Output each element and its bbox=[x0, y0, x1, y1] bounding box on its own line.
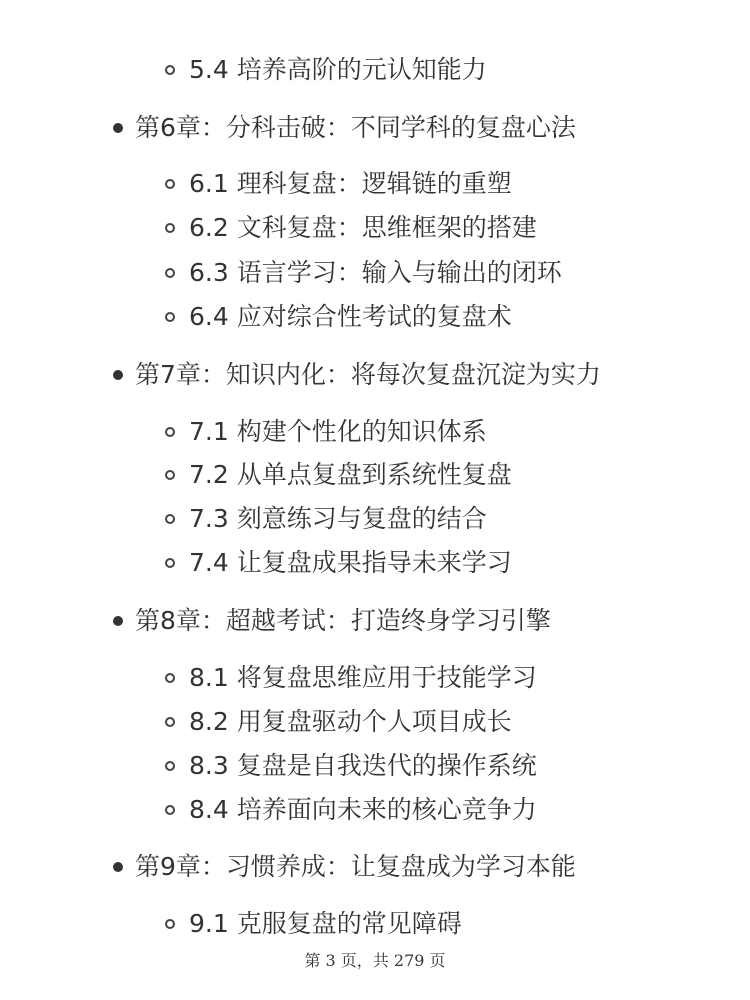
toc-chapter-label: 第7章：知识内化：将每次复盘沉淀为实力 bbox=[135, 360, 601, 389]
toc-section-label: 6.4 应对综合性考试的复盘术 bbox=[189, 302, 512, 331]
toc-section-label: 7.3 刻意练习与复盘的结合 bbox=[189, 504, 487, 533]
hollow-bullet-icon bbox=[165, 312, 175, 322]
toc-section-label: 8.3 复盘是自我迭代的操作系统 bbox=[189, 751, 537, 780]
toc-section-label: 5.4 培养高阶的元认知能力 bbox=[189, 55, 487, 84]
hollow-bullet-icon bbox=[165, 805, 175, 815]
filled-bullet-icon bbox=[113, 370, 123, 380]
hollow-bullet-icon bbox=[165, 223, 175, 233]
toc-chapter-label: 第6章：分科击破：不同学科的复盘心法 bbox=[135, 113, 576, 142]
toc-section-label: 6.3 语言学习：输入与输出的闭环 bbox=[189, 258, 562, 287]
toc-section-label: 7.4 让复盘成果指导未来学习 bbox=[189, 548, 512, 577]
hollow-bullet-icon bbox=[165, 179, 175, 189]
hollow-bullet-icon bbox=[165, 761, 175, 771]
toc-section-label: 8.2 用复盘驱动个人项目成长 bbox=[189, 707, 512, 736]
hollow-bullet-icon bbox=[165, 919, 175, 929]
toc-section-label: 8.4 培养面向未来的核心竞争力 bbox=[189, 795, 537, 824]
hollow-bullet-icon bbox=[165, 427, 175, 437]
hollow-bullet-icon bbox=[165, 268, 175, 278]
hollow-bullet-icon bbox=[165, 514, 175, 524]
hollow-bullet-icon bbox=[165, 673, 175, 683]
toc-section-label: 7.2 从单点复盘到系统性复盘 bbox=[189, 460, 512, 489]
filled-bullet-icon bbox=[113, 616, 123, 626]
toc-section-label: 7.1 构建个性化的知识体系 bbox=[189, 417, 487, 446]
toc-chapter-label: 第9章：习惯养成：让复盘成为学习本能 bbox=[135, 852, 576, 881]
hollow-bullet-icon bbox=[165, 470, 175, 480]
filled-bullet-icon bbox=[113, 123, 123, 133]
hollow-bullet-icon bbox=[165, 717, 175, 727]
toc-section-label: 6.1 理科复盘：逻辑链的重塑 bbox=[189, 169, 512, 198]
filled-bullet-icon bbox=[113, 862, 123, 872]
hollow-bullet-icon bbox=[165, 65, 175, 75]
toc-chapter-label: 第8章：超越考试：打造终身学习引擎 bbox=[135, 606, 551, 635]
toc-section-label: 6.2 文科复盘：思维框架的搭建 bbox=[189, 213, 537, 242]
hollow-bullet-icon bbox=[165, 558, 175, 568]
toc-section-label: 8.1 将复盘思维应用于技能学习 bbox=[189, 663, 537, 692]
page-number-footer: 第 3 页，共 279 页 bbox=[304, 951, 446, 970]
toc-section-label: 9.1 克服复盘的常见障碍 bbox=[189, 909, 462, 938]
